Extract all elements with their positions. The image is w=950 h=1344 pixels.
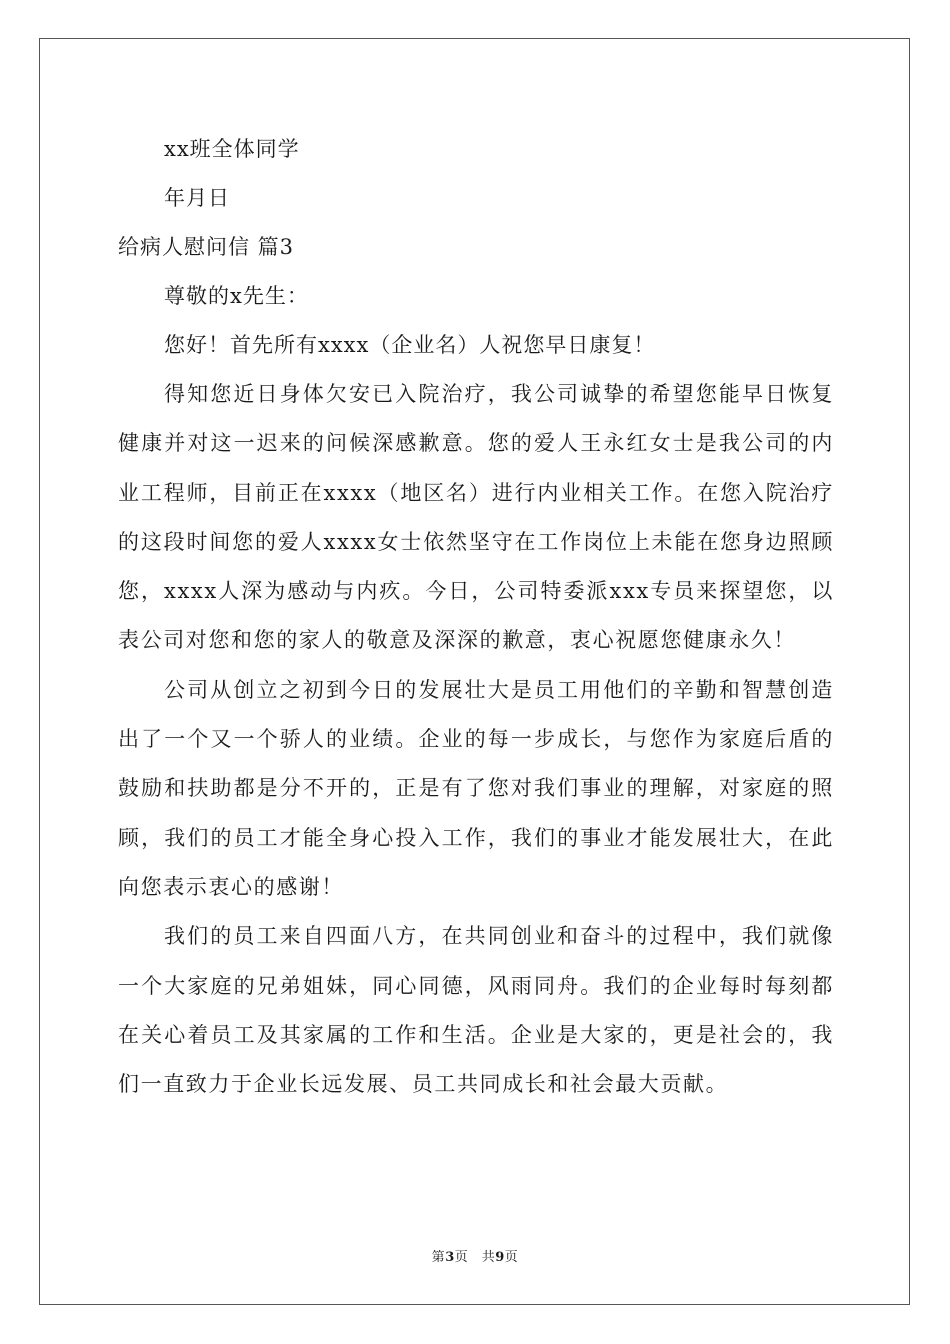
letter-heading: 给病人慰问信 篇3 bbox=[118, 235, 295, 259]
paragraph-2: 公司从创立之初到今日的发展壮大是员工用他们的辛勤和智慧创造出了一个又一个骄人的业绩。企业的每一步成长，与您作为家庭后盾的鼓励和扶助都是分不开的，正是有了您对我们事业的理解，对家庭的照顾，我们的员工才能全身心投入工作，我们的事业才能发展壮大，在此向您表示衷心的感谢！ bbox=[118, 677, 834, 899]
page-prefix: 第 bbox=[431, 1250, 446, 1265]
salutation: 尊敬的x先生： bbox=[164, 284, 309, 308]
greeting: 您好！首先所有xxxx（企业名）人祝您早日康复！ bbox=[164, 333, 656, 357]
page-mid: 页 共 bbox=[454, 1250, 496, 1265]
paragraph-1: 得知您近日身体欠安已入院治疗，我公司诚挚的希望您能早日恢复健康并对这一迟来的问候深感歉意。您的爱人王永红女士是我公司的内业工程师，目前正在xxxx（地区名）进行内业相关工作。在您入院治疗的这段时间您的爱人xxxx女士依然坚守在工作岗位上未能在您身边照顾您，xxxx人深为感动与内疚。今日，公司特委派xxx专员来探望您，以表公司对您和您的家人的敬意及深深的歉意，衷心祝愿您健康永久！ bbox=[118, 382, 834, 653]
letter-body bbox=[118, 125, 834, 1109]
page-footer bbox=[0, 1246, 950, 1265]
page-current: 3 bbox=[445, 1250, 455, 1265]
page-total: 9 bbox=[495, 1250, 505, 1265]
signature-line: xx班全体同学 bbox=[164, 137, 300, 161]
page-suffix: 页 bbox=[504, 1250, 519, 1265]
paragraph-3: 我们的员工来自四面八方，在共同创业和奋斗的过程中，我们就像一个大家庭的兄弟姐妹，同心同德，风雨同舟。我们的企业每时每刻都在关心着员工及其家属的工作和生活。企业是大家的，更是社会的，我们一直致力于企业长远发展、员工共同成长和社会最大贡献。 bbox=[118, 924, 834, 1097]
date-line: 年月日 bbox=[164, 186, 230, 210]
